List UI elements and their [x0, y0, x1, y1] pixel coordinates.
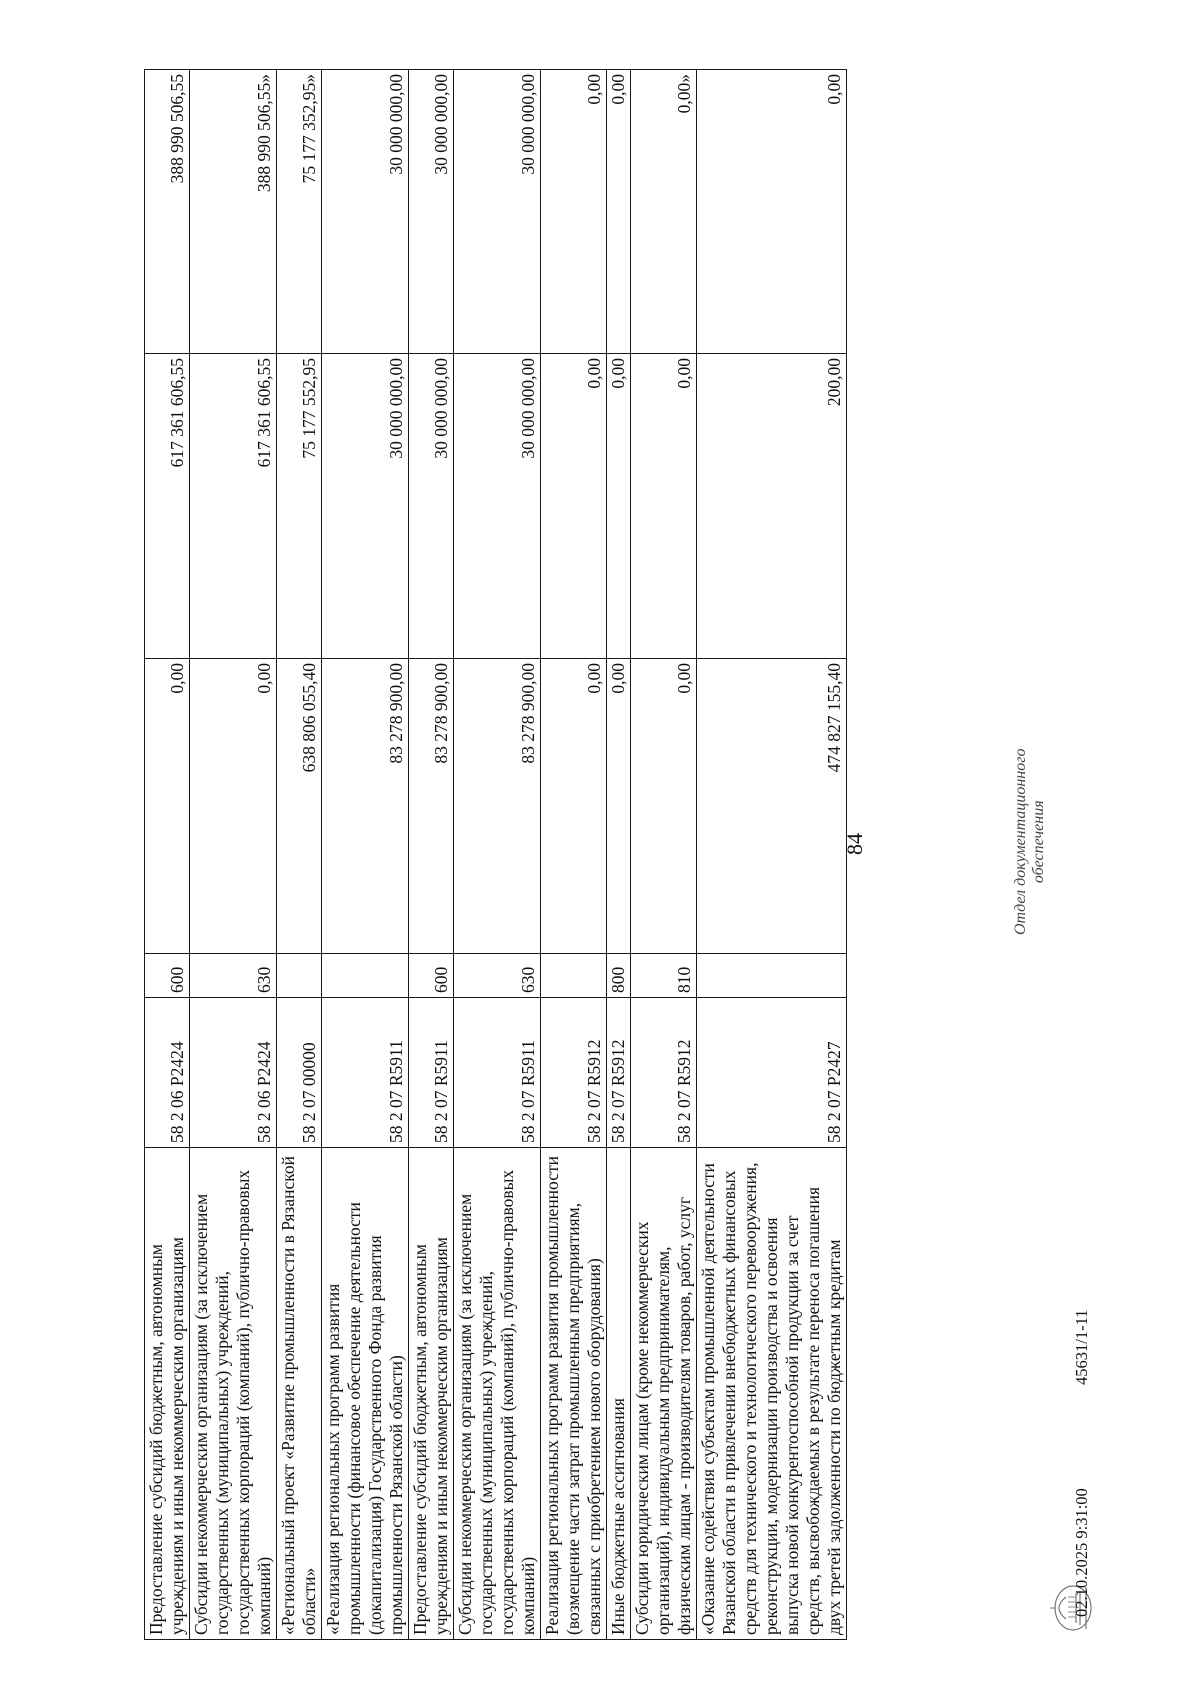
row-amount-2: 617 361 606,55 — [190, 354, 277, 659]
table-row — [697, 70, 847, 1640]
row-amount-2: 30 000 000,00 — [322, 354, 409, 659]
row-target-code: 58 2 07 P2427 — [697, 998, 847, 1148]
row-description: Предоставление субсидий бюджетным, автономным учреждениям и иным некоммерческим организациям — [145, 1148, 190, 1640]
table-row — [541, 70, 607, 1640]
row-amount-1: 83 278 900,00 — [409, 659, 454, 954]
footer-reference: 45631/1-11 — [1072, 1309, 1091, 1385]
row-expense-type: 630 — [190, 954, 277, 998]
table-row — [322, 70, 409, 1640]
row-description: «Оказание содействия субъектам промышленной деятельности Рязанской области в привлечении внебюджетных финансовых средств для технического и технологического перевооружения, реконструкции, модернизации производства и освоения выпуска новой конкурентоспособной продукции за счет средств, высвобождаемых в результате переноса погашения двух третей задолженности по бюджетным кредитам — [697, 1148, 847, 1640]
row-target-code: 58 2 07 R5911 — [454, 998, 541, 1148]
department-stamp — [1012, 749, 1048, 935]
row-amount-1: 474 827 155,40 — [697, 659, 847, 954]
row-target-code: 58 2 07 R5911 — [409, 998, 454, 1148]
stamp-line-1: Отдел документационного — [1012, 748, 1029, 935]
row-amount-2: 200,00 — [697, 354, 847, 659]
row-expense-type: 600 — [145, 954, 190, 998]
row-amount-1: 83 278 900,00 — [322, 659, 409, 954]
row-description: Реализация региональных программ развития промышленности (возмещение части затрат промышленным предприятиям, связанных с приобретением нового оборудования) — [541, 1148, 607, 1640]
row-description: Предоставление субсидий бюджетным, автономным учреждениям и иным некоммерческим организациям — [409, 1148, 454, 1640]
row-amount-1: 0,00 — [145, 659, 190, 954]
row-amount-3: 75 177 352,95» — [277, 70, 322, 354]
budget-table-body — [145, 70, 847, 1640]
row-amount-3: 30 000 000,00 — [454, 70, 541, 354]
row-amount-3: 30 000 000,00 — [322, 70, 409, 354]
row-amount-2: 0,00 — [631, 354, 697, 659]
row-amount-2: 617 361 606,55 — [145, 354, 190, 659]
row-description: «Реализация региональных программ развития промышленности (финансовое обеспечение деятельности (докапитализация) Государственного Фонда развития промышленности Рязанской области) — [322, 1148, 409, 1640]
table-row — [631, 70, 697, 1640]
row-expense-type: 630 — [454, 954, 541, 998]
row-description: Субсидии некоммерческим организациям (за исключением государственных (муниципальных) учреждений, государственных корпораций (компаний), публично-правовых компаний) — [190, 1148, 277, 1640]
budget-table — [144, 69, 847, 1640]
row-target-code: 58 2 07 R5912 — [541, 998, 607, 1148]
table-row — [454, 70, 541, 1640]
row-expense-type: 810 — [631, 954, 697, 998]
row-amount-2: 30 000 000,00 — [454, 354, 541, 659]
row-amount-2: 0,00 — [541, 354, 607, 659]
row-amount-3: 388 990 506,55 — [145, 70, 190, 354]
row-amount-2: 75 177 552,95 — [277, 354, 322, 659]
row-amount-1: 0,00 — [631, 659, 697, 954]
table-row — [277, 70, 322, 1640]
row-description: Иные бюджетные ассигнования — [607, 1148, 631, 1640]
row-amount-2: 30 000 000,00 — [409, 354, 454, 659]
row-expense-type — [277, 954, 322, 998]
row-target-code: 58 2 07 R5912 — [607, 998, 631, 1148]
row-amount-3: 0,00 — [541, 70, 607, 354]
row-amount-3: 0,00 — [607, 70, 631, 354]
row-expense-type: 800 — [607, 954, 631, 998]
row-description: Субсидии некоммерческим организациям (за исключением государственных (муниципальных) учреждений, государственных корпораций (компаний), публично-правовых компаний) — [454, 1148, 541, 1640]
row-target-code: 58 2 06 P2424 — [190, 998, 277, 1148]
row-amount-3: 388 990 506,55» — [190, 70, 277, 354]
row-amount-3: 0,00 — [697, 70, 847, 354]
row-expense-type: 600 — [409, 954, 454, 998]
row-amount-1: 0,00 — [190, 659, 277, 954]
row-amount-1: 638 806 055,40 — [277, 659, 322, 954]
row-amount-1: 0,00 — [541, 659, 607, 954]
row-expense-type — [697, 954, 847, 998]
table-row — [145, 70, 190, 1640]
row-target-code: 58 2 07 R5912 — [631, 998, 697, 1148]
row-amount-3: 0,00» — [631, 70, 697, 354]
row-expense-type — [541, 954, 607, 998]
table-row — [190, 70, 277, 1640]
row-amount-3: 30 000 000,00 — [409, 70, 454, 354]
row-description: Субсидии юридическим лицам (кроме некоммерческих организаций), индивидуальным предпринимателям, физическим лицам - производителям товаров, работ, услуг — [631, 1148, 697, 1640]
row-amount-1: 0,00 — [607, 659, 631, 954]
row-description: «Региональный проект «Развитие промышленности в Рязанской области» — [277, 1148, 322, 1640]
row-target-code: 58 2 07 R5911 — [322, 998, 409, 1148]
row-target-code: 58 2 06 P2424 — [145, 998, 190, 1148]
table-row — [607, 70, 631, 1640]
row-expense-type — [322, 954, 409, 998]
row-amount-1: 83 278 900,00 — [454, 659, 541, 954]
table-row — [409, 70, 454, 1640]
row-target-code: 58 2 07 00000 — [277, 998, 322, 1148]
page-number: 84 — [842, 833, 867, 855]
footer-date: 02.10.2025 9:31:00 — [1072, 1488, 1091, 1617]
row-amount-2: 0,00 — [607, 354, 631, 659]
stamp-line-2: обеспечения — [1030, 800, 1047, 884]
